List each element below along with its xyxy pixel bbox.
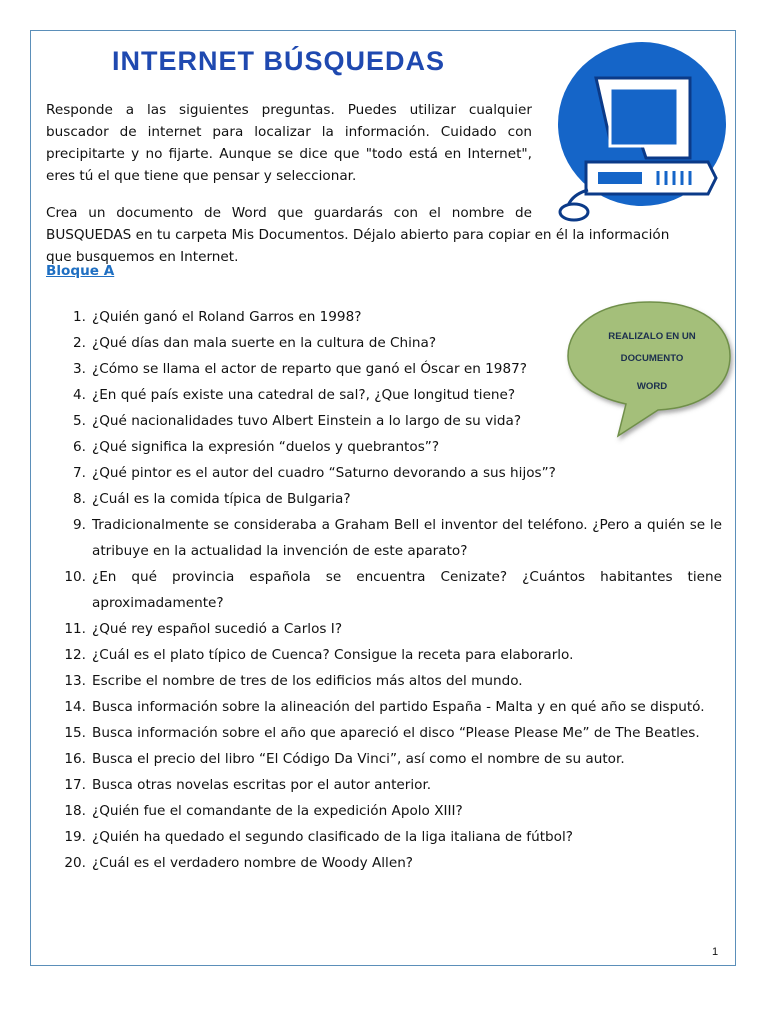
word-instructions-line-2: BUSQUEDAS en tu carpeta Mis Documentos. Déjalo abierto para copiar en él la información xyxy=(46,227,670,243)
question-text: ¿Cuál es el plato típico de Cuenca? Consigue la receta para elaborarlo. xyxy=(92,647,574,663)
question-text: Escribe el nombre de tres de los edificios más altos del mundo. xyxy=(92,673,523,689)
question-item xyxy=(46,460,722,486)
question-text: Busca información sobre la alineación del partido España - Malta y en qué año se disputó. xyxy=(92,699,705,715)
question-item xyxy=(46,356,722,382)
question-text: ¿Quién ha quedado el segundo clasificado de la liga italiana de fútbol? xyxy=(92,829,573,845)
question-text: Busca información sobre el año que apareció el disco “Please Please Me” de The Beatles. xyxy=(92,725,700,741)
question-number: 5. xyxy=(73,413,86,429)
question-number: 20. xyxy=(64,855,86,871)
question-text: Busca otras novelas escritas por el autor anterior. xyxy=(92,777,432,793)
question-number: 19. xyxy=(64,829,86,845)
block-label: Bloque A xyxy=(46,263,115,279)
question-number: 12. xyxy=(64,647,86,663)
question-item xyxy=(46,408,722,434)
word-instructions-paragraph xyxy=(46,202,722,268)
question-number: 7. xyxy=(73,465,86,481)
callout-line-2: DOCUMENTO xyxy=(620,353,684,364)
question-text: ¿Qué pintor es el autor del cuadro “Saturno devorando a sus hijos”? xyxy=(92,465,556,481)
question-item xyxy=(46,668,722,694)
question-item xyxy=(46,512,722,564)
question-number: 8. xyxy=(73,491,86,507)
question-number: 14. xyxy=(64,699,86,715)
question-number: 16. xyxy=(64,751,86,767)
question-item xyxy=(46,824,722,850)
question-number: 6. xyxy=(73,439,86,455)
question-item xyxy=(46,694,722,720)
question-item xyxy=(46,382,722,408)
question-item xyxy=(46,330,722,356)
page-title: INTERNET BÚSQUEDAS xyxy=(112,46,446,76)
question-item xyxy=(46,798,722,824)
question-text: Tradicionalmente se consideraba a Graham Bell el inventor del teléfono. ¿Pero a quién se le atribuye en la actualidad la invención de este aparato? xyxy=(92,517,722,559)
question-text: ¿En qué país existe una catedral de sal?, ¿Que longitud tiene? xyxy=(92,387,516,403)
question-text: ¿Qué nacionalidades tuvo Albert Einstein a lo largo de su vida? xyxy=(92,413,522,429)
question-number: 17. xyxy=(64,777,86,793)
question-item xyxy=(46,850,722,876)
question-number: 9. xyxy=(73,517,86,533)
callout-line-3: WORD xyxy=(636,381,668,392)
question-number: 2. xyxy=(73,335,86,351)
question-number: 10. xyxy=(64,569,86,585)
question-text: ¿Quién fue el comandante de la expedición Apolo XIII? xyxy=(92,803,463,819)
question-text: Busca el precio del libro “El Código Da Vinci”, así como el nombre de su autor. xyxy=(92,751,625,767)
question-item xyxy=(46,772,722,798)
word-instructions-line-1: Crea un documento de Word que guardarás con el nombre de xyxy=(46,205,532,221)
question-number: 15. xyxy=(64,725,86,741)
question-item xyxy=(46,746,722,772)
question-text: ¿Cuál es la comida típica de Bulgaria? xyxy=(92,491,351,507)
question-text: ¿Cuál es el verdadero nombre de Woody Allen? xyxy=(92,855,414,871)
question-text: ¿Qué rey español sucedió a Carlos I? xyxy=(92,621,343,637)
question-text: ¿Qué significa la expresión “duelos y quebrantos”? xyxy=(92,439,440,455)
question-item xyxy=(46,616,722,642)
intro-paragraph: Responde a las siguientes preguntas. Puedes utilizar cualquier buscador de internet para localizar la información. Cuidado con precipitarte y no fijarte. Aunque se dice que "todo está en Internet", eres tú el que tiene que pensar y seleccionar. xyxy=(46,102,532,184)
page-number: 1 xyxy=(712,946,719,958)
question-number: 11. xyxy=(64,621,86,637)
question-number: 18. xyxy=(64,803,86,819)
question-item xyxy=(46,642,722,668)
questions-list xyxy=(46,304,722,876)
question-item xyxy=(46,434,722,460)
question-number: 4. xyxy=(73,387,86,403)
question-item xyxy=(46,564,722,616)
computer-icon xyxy=(540,40,726,225)
question-text: ¿En qué provincia española se encuentra Cenizate? ¿Cuántos habitantes tiene aproximadamente? xyxy=(92,569,722,611)
callout-line-1: REALIZALO EN UN xyxy=(608,331,696,342)
question-item xyxy=(46,720,722,746)
question-number: 3. xyxy=(73,361,86,377)
question-text: ¿Qué días dan mala suerte en la cultura de China? xyxy=(92,335,437,351)
question-item xyxy=(46,304,722,330)
question-text: ¿Cómo se llama el actor de reparto que ganó el Óscar en 1987? xyxy=(92,361,527,377)
question-text: ¿Quién ganó el Roland Garros en 1998? xyxy=(92,309,362,325)
word-instructions-line-3: que busquemos en Internet. xyxy=(46,249,239,265)
question-item xyxy=(46,486,722,512)
question-number: 1. xyxy=(73,309,86,325)
question-number: 13. xyxy=(64,673,86,689)
